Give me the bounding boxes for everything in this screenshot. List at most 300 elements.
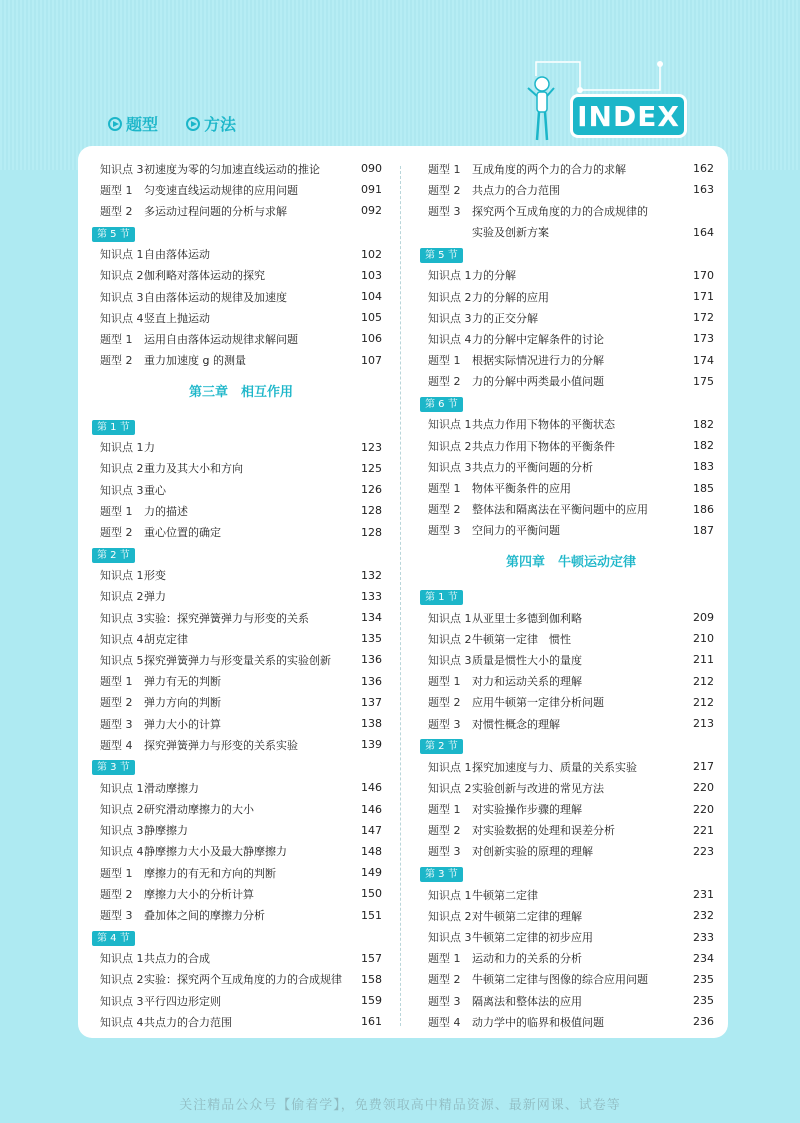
entry-title: 自由落体运动的规律及加速度: [144, 290, 287, 304]
entry-page: 092: [361, 204, 382, 218]
section-header: [97, 543, 382, 565]
entry-page: 147: [361, 823, 382, 837]
toc-entry[interactable]: [428, 841, 714, 862]
toc-entry[interactable]: [428, 607, 714, 628]
entry-label: 知识点 1: [428, 611, 472, 625]
entry-title: 弹力大小的计算: [144, 717, 221, 731]
entry-title: 摩擦力的有无和方向的判断: [144, 866, 276, 880]
entry-label: 知识点 4: [100, 311, 144, 325]
toc-entry[interactable]: [100, 479, 382, 500]
entry-title: 力的正交分解: [472, 311, 538, 325]
entry-label: 题型 1: [428, 803, 461, 817]
entry-page: 128: [361, 504, 382, 518]
toc-entry[interactable]: [100, 649, 382, 670]
entry-page: 106: [361, 332, 382, 346]
entry-label: 题型 3: [428, 994, 461, 1008]
entry-page: 164: [693, 225, 714, 239]
entry-page: 212: [693, 674, 714, 688]
entry-title: 重力及其大小和方向: [144, 462, 243, 476]
entry-label: 知识点 2: [428, 439, 472, 453]
entry-title: 根据实际情况进行力的分解: [472, 354, 604, 368]
toc-entry[interactable]: [100, 265, 382, 286]
toc-entry[interactable]: [100, 862, 382, 883]
entry-page: 186: [693, 502, 714, 516]
entry-page: 233: [693, 930, 714, 944]
toc-entry[interactable]: [428, 948, 714, 969]
chapter-title: 第四章 牛顿运动定律: [505, 555, 636, 570]
entry-label: 题型 2: [100, 696, 133, 710]
entry-page: 128: [361, 525, 382, 539]
header-band: [0, 0, 800, 170]
entry-label: 题型 2: [428, 973, 461, 987]
entry-title: 对创新实验的原理的理解: [472, 845, 593, 859]
toc-entry[interactable]: [100, 521, 382, 542]
entry-page: 172: [693, 311, 714, 325]
entry-title: 空间力的平衡问题: [472, 524, 560, 538]
toc-entry[interactable]: [100, 607, 382, 628]
entry-title: 共点力的平衡问题的分析: [472, 460, 593, 474]
entry-label: 题型 4: [100, 738, 133, 752]
entry-label: 知识点 1: [100, 441, 144, 455]
entry-title: 弹力方向的判断: [144, 696, 221, 710]
section-badge: 第 5 节: [92, 227, 135, 242]
entry-label: 题型 1: [428, 482, 461, 496]
entry-title: 牛顿第二定律: [472, 888, 538, 902]
entry-label: 知识点 1: [428, 888, 472, 902]
toc-entry[interactable]: [428, 1011, 714, 1032]
toc-entry[interactable]: [100, 158, 382, 179]
entry-title: 匀变速直线运动规律的应用问题: [144, 183, 298, 197]
entry-page: 162: [693, 162, 714, 176]
toc-entry[interactable]: [100, 200, 382, 221]
entry-title: 自由落体运动: [144, 248, 210, 262]
toc-entry[interactable]: [100, 692, 382, 713]
entry-page: 235: [693, 994, 714, 1008]
entry-label: 题型 1: [100, 866, 133, 880]
entry-label: 题型 1: [100, 183, 133, 197]
toc-entry[interactable]: [428, 414, 714, 435]
toc-entry[interactable]: [428, 435, 714, 456]
section-header: [97, 755, 382, 777]
entry-title: 运动和力的关系的分析: [472, 952, 582, 966]
entry-label: 知识点 2: [428, 909, 472, 923]
entry-title: 力的分解中两类最小值问题: [472, 375, 604, 389]
entry-page: 209: [693, 611, 714, 625]
play-circle-icon: [186, 117, 200, 131]
entry-label: 题型 2: [428, 183, 461, 197]
entry-page: 138: [361, 717, 382, 731]
toc-entry[interactable]: [428, 926, 714, 947]
entry-title: 牛顿第一定律 惯性: [472, 632, 571, 646]
entry-page: 157: [361, 951, 382, 965]
toc-entry[interactable]: [100, 350, 382, 371]
entry-title: 实验：探究两个互成角度的力的合成规律: [144, 973, 342, 987]
toc-entry[interactable]: [428, 649, 714, 670]
toc-entry[interactable]: [428, 265, 714, 286]
entry-label: 知识点 2: [428, 632, 472, 646]
entry-page: 161: [361, 1015, 382, 1029]
entry-title: 互成角度的两个力的合力的求解: [472, 162, 626, 176]
toc-entry[interactable]: [100, 671, 382, 692]
section-badge: 第 1 节: [420, 590, 463, 605]
entry-page: 183: [693, 460, 714, 474]
entry-page: 107: [361, 353, 382, 367]
chapter-title: 第三章 相互作用: [188, 384, 293, 400]
toc-entry[interactable]: [428, 884, 714, 905]
toc-entry[interactable]: [100, 948, 382, 969]
entry-page: 211: [693, 653, 714, 667]
section-badge: 第 5 节: [420, 248, 463, 263]
entry-label: 知识点 1: [428, 269, 472, 283]
entry-label: 知识点 2: [100, 590, 144, 604]
entry-label: 知识点 4: [100, 632, 144, 646]
entry-page: 149: [361, 866, 382, 880]
entry-page: 148: [361, 844, 382, 858]
entry-title: 牛顿第二定律的初步应用: [472, 931, 593, 945]
section-badge: 第 3 节: [92, 760, 135, 775]
entry-label: 知识点 4: [100, 845, 144, 859]
toc-entry[interactable]: [428, 286, 714, 307]
entry-title: 初速度为零的匀加速直线运动的推论: [144, 162, 320, 176]
entry-label: 知识点 2: [100, 269, 144, 283]
entry-page: 146: [361, 802, 382, 816]
entry-label: 知识点 3: [428, 460, 472, 474]
entry-title: 探究两个互成角度的力的合成规律的: [472, 204, 648, 218]
entry-title: 静摩擦力: [144, 824, 188, 838]
section-header: [425, 734, 714, 756]
entry-page: 104: [361, 290, 382, 304]
play-circle-icon: [108, 117, 122, 131]
entry-label: 题型 2: [428, 503, 461, 517]
section-header: [97, 222, 382, 244]
toc-entry[interactable]: [100, 904, 382, 925]
toc-entry[interactable]: [428, 499, 714, 520]
entry-title: 实验：探究弹簧弹力与形变的关系: [144, 611, 309, 625]
entry-title: 对惯性概念的理解: [472, 717, 560, 731]
toc-entry[interactable]: [100, 286, 382, 307]
entry-label: 知识点 3: [428, 931, 472, 945]
entry-title: 重力加速度 g 的测量: [144, 354, 246, 368]
entry-title: 隔离法和整体法的应用: [472, 994, 582, 1008]
entry-page: 139: [361, 738, 382, 752]
toc-entry[interactable]: [428, 222, 714, 243]
entry-label: 知识点 3: [428, 653, 472, 667]
entry-title: 对实验操作步骤的理解: [472, 803, 582, 817]
toc-entry[interactable]: [428, 350, 714, 371]
entry-page: 171: [693, 290, 714, 304]
toc-column-left: [97, 158, 382, 1032]
entry-page: 182: [693, 417, 714, 431]
toc-entry[interactable]: [100, 328, 382, 349]
entry-label: 知识点 1: [100, 248, 144, 262]
entry-title: 形变: [144, 569, 166, 583]
section-badge: 第 2 节: [92, 548, 135, 563]
toc-entry[interactable]: [100, 734, 382, 755]
toc-entry[interactable]: [100, 244, 382, 265]
entry-title: 共点力的合力范围: [144, 1015, 232, 1029]
entry-page: 236: [693, 1015, 714, 1029]
entry-title: 共点力的合成: [144, 952, 210, 966]
entry-title: 竖直上抛运动: [144, 311, 210, 325]
entry-page: 123: [361, 440, 382, 454]
toc-entry[interactable]: [428, 756, 714, 777]
entry-title: 从亚里士多德到伽利略: [472, 611, 582, 625]
toc-entry[interactable]: [100, 969, 382, 990]
entry-page: 158: [361, 972, 382, 986]
entry-label: 题型 1: [428, 162, 461, 176]
entry-label: 知识点 3: [100, 824, 144, 838]
toc-entry[interactable]: [428, 179, 714, 200]
entry-title: 力的分解的应用: [472, 290, 549, 304]
entry-title: 共点力作用下物体的平衡条件: [472, 439, 615, 453]
entry-page: 213: [693, 717, 714, 731]
toc-entry[interactable]: [428, 905, 714, 926]
toc-entry[interactable]: [100, 799, 382, 820]
tab-label: 方法: [204, 115, 237, 134]
entry-label: 知识点 3: [100, 611, 144, 625]
entry-label: 知识点 4: [100, 1015, 144, 1029]
section-header: [425, 585, 714, 607]
entry-page: 125: [361, 461, 382, 475]
entry-label: 题型 2: [100, 526, 133, 540]
toc-entry[interactable]: [428, 328, 714, 349]
entry-label: 知识点 2: [100, 803, 144, 817]
entry-title: 动力学中的临界和极值问题: [472, 1015, 604, 1029]
entry-label: 知识点 2: [100, 973, 144, 987]
entry-title: 弹力: [144, 590, 166, 604]
entry-page: 102: [361, 247, 382, 261]
toc-entry[interactable]: [100, 586, 382, 607]
section-header: [425, 862, 714, 884]
entry-title: 重心: [144, 483, 166, 497]
entry-title: 探究加速度与力、质量的关系实验: [472, 760, 637, 774]
entry-title: 研究滑动摩擦力的大小: [144, 803, 254, 817]
entry-label: 题型 2: [100, 204, 133, 218]
entry-page: 134: [361, 611, 382, 625]
entry-label: 知识点 1: [428, 760, 472, 774]
toc-entry[interactable]: [428, 692, 714, 713]
entry-title: 应用牛顿第一定律分析问题: [472, 696, 604, 710]
section-badge: 第 1 节: [92, 420, 135, 435]
entry-page: 151: [361, 908, 382, 922]
entry-page: 220: [693, 802, 714, 816]
entry-page: 105: [361, 311, 382, 325]
toc-entry[interactable]: [100, 500, 382, 521]
entry-label: 题型 1: [428, 952, 461, 966]
toc-entry[interactable]: [100, 1011, 382, 1032]
entry-page: 217: [693, 760, 714, 774]
toc-entry[interactable]: [428, 777, 714, 798]
entry-page: 235: [693, 972, 714, 986]
index-badge: INDEX: [570, 94, 687, 138]
toc-entry[interactable]: [428, 371, 714, 392]
entry-title: 对实验数据的处理和误差分析: [472, 824, 615, 838]
entry-label: 题型 2: [428, 375, 461, 389]
entry-title: 运用自由落体运动规律求解问题: [144, 332, 298, 346]
entry-label: 知识点 2: [428, 290, 472, 304]
tab-label: 题型: [126, 115, 159, 134]
entry-label: 知识点 1: [100, 781, 144, 795]
entry-title: 对力和运动关系的理解: [472, 675, 582, 689]
entry-page: 182: [693, 439, 714, 453]
entry-page: 187: [693, 523, 714, 537]
entry-title: 对牛顿第二定律的理解: [472, 909, 582, 923]
entry-page: 150: [361, 887, 382, 901]
toc-entry[interactable]: [100, 437, 382, 458]
section-header: [425, 392, 714, 414]
entry-page: 146: [361, 781, 382, 795]
entry-page: 232: [693, 909, 714, 923]
toc-entry[interactable]: [100, 777, 382, 798]
entry-title: 重心位置的确定: [144, 526, 221, 540]
entry-label: 题型 2: [428, 696, 461, 710]
entry-title: 牛顿第二定律与图像的综合应用问题: [472, 973, 648, 987]
entry-page: 185: [693, 481, 714, 495]
toc-entry[interactable]: [100, 841, 382, 862]
entry-page: 173: [693, 332, 714, 346]
entry-label: 知识点 2: [100, 462, 144, 476]
entry-label: 知识点 1: [100, 569, 144, 583]
entry-page: 212: [693, 695, 714, 709]
entry-title: 胡克定律: [144, 632, 188, 646]
entry-label: 题型 1: [100, 504, 133, 518]
toc-entry[interactable]: [100, 179, 382, 200]
entry-label: 知识点 4: [428, 332, 472, 346]
entry-label: 题型 3: [428, 204, 461, 218]
section-badge: 第 6 节: [420, 397, 463, 412]
entry-page: 221: [693, 823, 714, 837]
section-badge: 第 2 节: [420, 739, 463, 754]
entry-label: 题型 3: [100, 909, 133, 923]
section-header: [425, 243, 714, 265]
toc-entry[interactable]: [100, 458, 382, 479]
entry-label: 知识点 2: [428, 781, 472, 795]
entry-label: 题型 3: [428, 845, 461, 859]
entry-page: 231: [693, 888, 714, 902]
entry-page: 159: [361, 994, 382, 1008]
toc-entry[interactable]: [428, 990, 714, 1011]
entry-page: 136: [361, 674, 382, 688]
toc-entry[interactable]: [428, 713, 714, 734]
entry-title: 力的分解: [472, 269, 516, 283]
entry-page: 132: [361, 568, 382, 582]
section-badge: 第 3 节: [420, 867, 463, 882]
entry-title: 共点力的合力范围: [472, 183, 560, 197]
entry-label: 题型 1: [428, 354, 461, 368]
toc-entry[interactable]: [100, 990, 382, 1011]
entry-label: 知识点 5: [100, 653, 144, 667]
entry-title: 物体平衡条件的应用: [472, 482, 571, 496]
entry-page: 174: [693, 353, 714, 367]
entry-page: 091: [361, 183, 382, 197]
entry-title: 滑动摩擦力: [144, 781, 199, 795]
entry-label: 题型 1: [100, 675, 133, 689]
toc-entry[interactable]: [428, 969, 714, 990]
toc-entry[interactable]: [428, 671, 714, 692]
column-divider: [400, 166, 401, 1026]
toc-entry[interactable]: [100, 565, 382, 586]
entry-page: 163: [693, 183, 714, 197]
entry-page: 133: [361, 589, 382, 603]
entry-page: 234: [693, 951, 714, 965]
entry-title: 探究弹簧弹力与形变的关系实验: [144, 738, 298, 752]
toc-entry[interactable]: [428, 158, 714, 179]
tab-question-types[interactable]: [108, 112, 158, 135]
entry-label: 知识点 3: [100, 483, 144, 497]
toc-entry[interactable]: [428, 820, 714, 841]
toc-entry[interactable]: [100, 883, 382, 904]
entry-label: 题型 3: [428, 717, 461, 731]
entry-page: 223: [693, 844, 714, 858]
entry-page: 175: [693, 374, 714, 388]
entry-title: 叠加体之间的摩擦力分析: [144, 909, 265, 923]
section-header: [97, 926, 382, 948]
section-header: [97, 415, 382, 437]
entry-label: 题型 2: [100, 887, 133, 901]
entry-title: 共点力作用下物体的平衡状态: [472, 418, 615, 432]
entry-title: 探究弹簧弹力与形变量关系的实验创新: [144, 653, 331, 667]
toc-entry[interactable]: [100, 820, 382, 841]
entry-label: 题型 2: [428, 824, 461, 838]
entry-label: 题型 3: [428, 524, 461, 538]
entry-page: 220: [693, 781, 714, 795]
entry-label: 知识点 3: [428, 311, 472, 325]
entry-page: 210: [693, 632, 714, 646]
footer-note: 关注精品公众号【偷着学】，免费领取高中精品资源、最新网课、试卷等: [179, 1098, 621, 1113]
entry-title: 力: [144, 441, 155, 455]
entry-page: 090: [361, 162, 382, 176]
entry-title: 实验创新与改进的常见方法: [472, 781, 604, 795]
toc-entry[interactable]: [428, 628, 714, 649]
entry-title: 实验及创新方案: [472, 226, 549, 240]
entry-page: 126: [361, 483, 382, 497]
entry-label: 题型 2: [100, 354, 133, 368]
entry-label: 知识点 1: [428, 418, 472, 432]
entry-title: 弹力有无的判断: [144, 675, 221, 689]
entry-title: 平行四边形定则: [144, 994, 221, 1008]
entry-label: 题型 3: [100, 717, 133, 731]
toc-entry[interactable]: [428, 456, 714, 477]
toc-entry[interactable]: [100, 307, 382, 328]
toc-entry[interactable]: [428, 307, 714, 328]
entry-label: 知识点 1: [100, 952, 144, 966]
entry-title: 多运动过程问题的分析与求解: [144, 204, 287, 218]
entry-title: 质量是惯性大小的量度: [472, 653, 582, 667]
header-tabs: [108, 112, 236, 135]
tab-methods[interactable]: [186, 112, 236, 135]
entry-title: 摩擦力大小的分析计算: [144, 887, 254, 901]
entry-page: 135: [361, 632, 382, 646]
toc-panel: [78, 146, 728, 1038]
entry-page: 103: [361, 268, 382, 282]
entry-title: 力的描述: [144, 504, 188, 518]
entry-page: 137: [361, 695, 382, 709]
toc-entry[interactable]: [100, 713, 382, 734]
toc-entry[interactable]: [428, 799, 714, 820]
toc-entry[interactable]: [428, 520, 714, 541]
entry-title: 整体法和隔离法在平衡问题中的应用: [472, 503, 648, 517]
entry-title: 力的分解中定解条件的讨论: [472, 332, 604, 346]
toc-entry[interactable]: [428, 200, 714, 221]
entry-page: 136: [361, 653, 382, 667]
entry-label: 知识点 3: [100, 162, 144, 176]
toc-entry[interactable]: [100, 628, 382, 649]
section-badge: 第 4 节: [92, 931, 135, 946]
entry-title: 静摩擦力大小及最大静摩擦力: [144, 845, 287, 859]
toc-entry[interactable]: [428, 477, 714, 498]
entry-title: 伽利略对落体运动的探究: [144, 269, 265, 283]
entry-label: 题型 4: [428, 1015, 461, 1029]
